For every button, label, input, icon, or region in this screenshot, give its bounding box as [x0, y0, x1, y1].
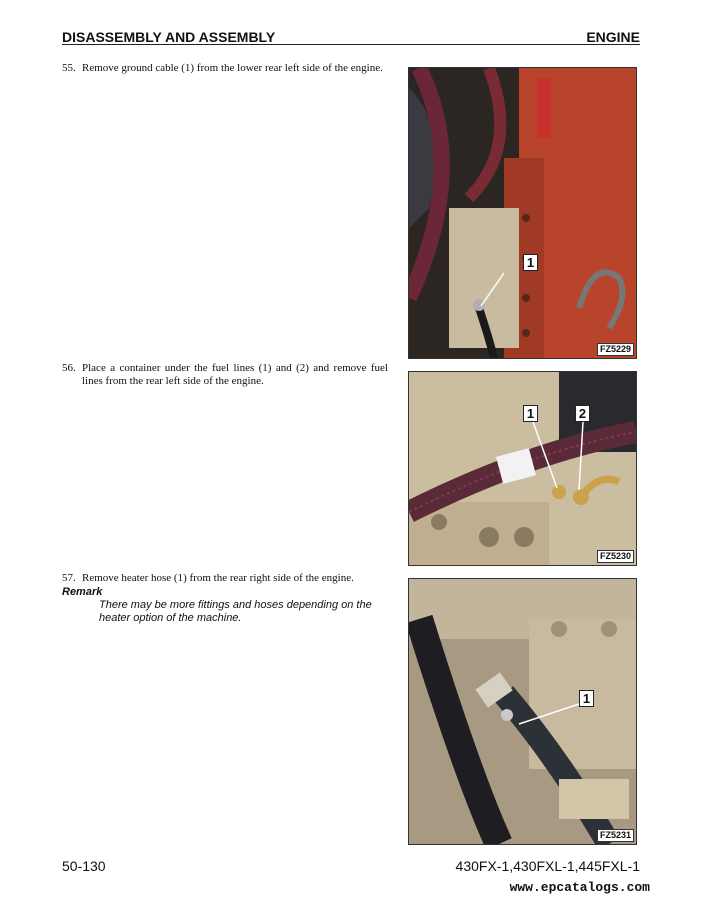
figure-photo-fz5231 — [408, 578, 637, 845]
figure-code: FZ5231 — [597, 829, 634, 842]
step-number: 56. — [62, 362, 76, 374]
figure-code: FZ5230 — [597, 550, 634, 563]
remark-label: Remark — [62, 586, 103, 598]
section-title: DISASSEMBLY AND ASSEMBLY — [62, 29, 276, 45]
callout-1: 1 — [579, 690, 594, 707]
website-link[interactable]: www.epcatalogs.com — [509, 880, 650, 895]
figure-photo-fz5230 — [408, 371, 637, 566]
page-number: 50-130 — [62, 858, 106, 874]
callout-2: 2 — [575, 405, 590, 422]
step-55 — [62, 62, 388, 75]
callout-1: 1 — [523, 405, 538, 422]
step-number: 57. — [62, 572, 76, 584]
callout-1: 1 — [523, 254, 538, 271]
header-rule — [62, 44, 640, 45]
step-57 — [62, 572, 388, 585]
step-text: Remove heater hose (1) from the rear right side of the engine. — [82, 572, 354, 584]
step-text: Remove ground cable (1) from the lower rear left side of the engine. — [82, 62, 383, 74]
step-text: Place a container under the fuel lines (1) and (2) and remove fuel lines from the rear left side of the engine. — [82, 362, 388, 387]
step-number: 55. — [62, 62, 76, 74]
figure-photo-fz5229 — [408, 67, 637, 359]
model-list: 430FX-1,430FXL-1,445FXL-1 — [455, 858, 640, 874]
figure-code: FZ5229 — [597, 343, 634, 356]
remark-text: There may be more fittings and hoses depending on the heater option of the machine. — [99, 599, 372, 624]
chapter-title: ENGINE — [586, 29, 640, 45]
step-56 — [62, 362, 388, 388]
